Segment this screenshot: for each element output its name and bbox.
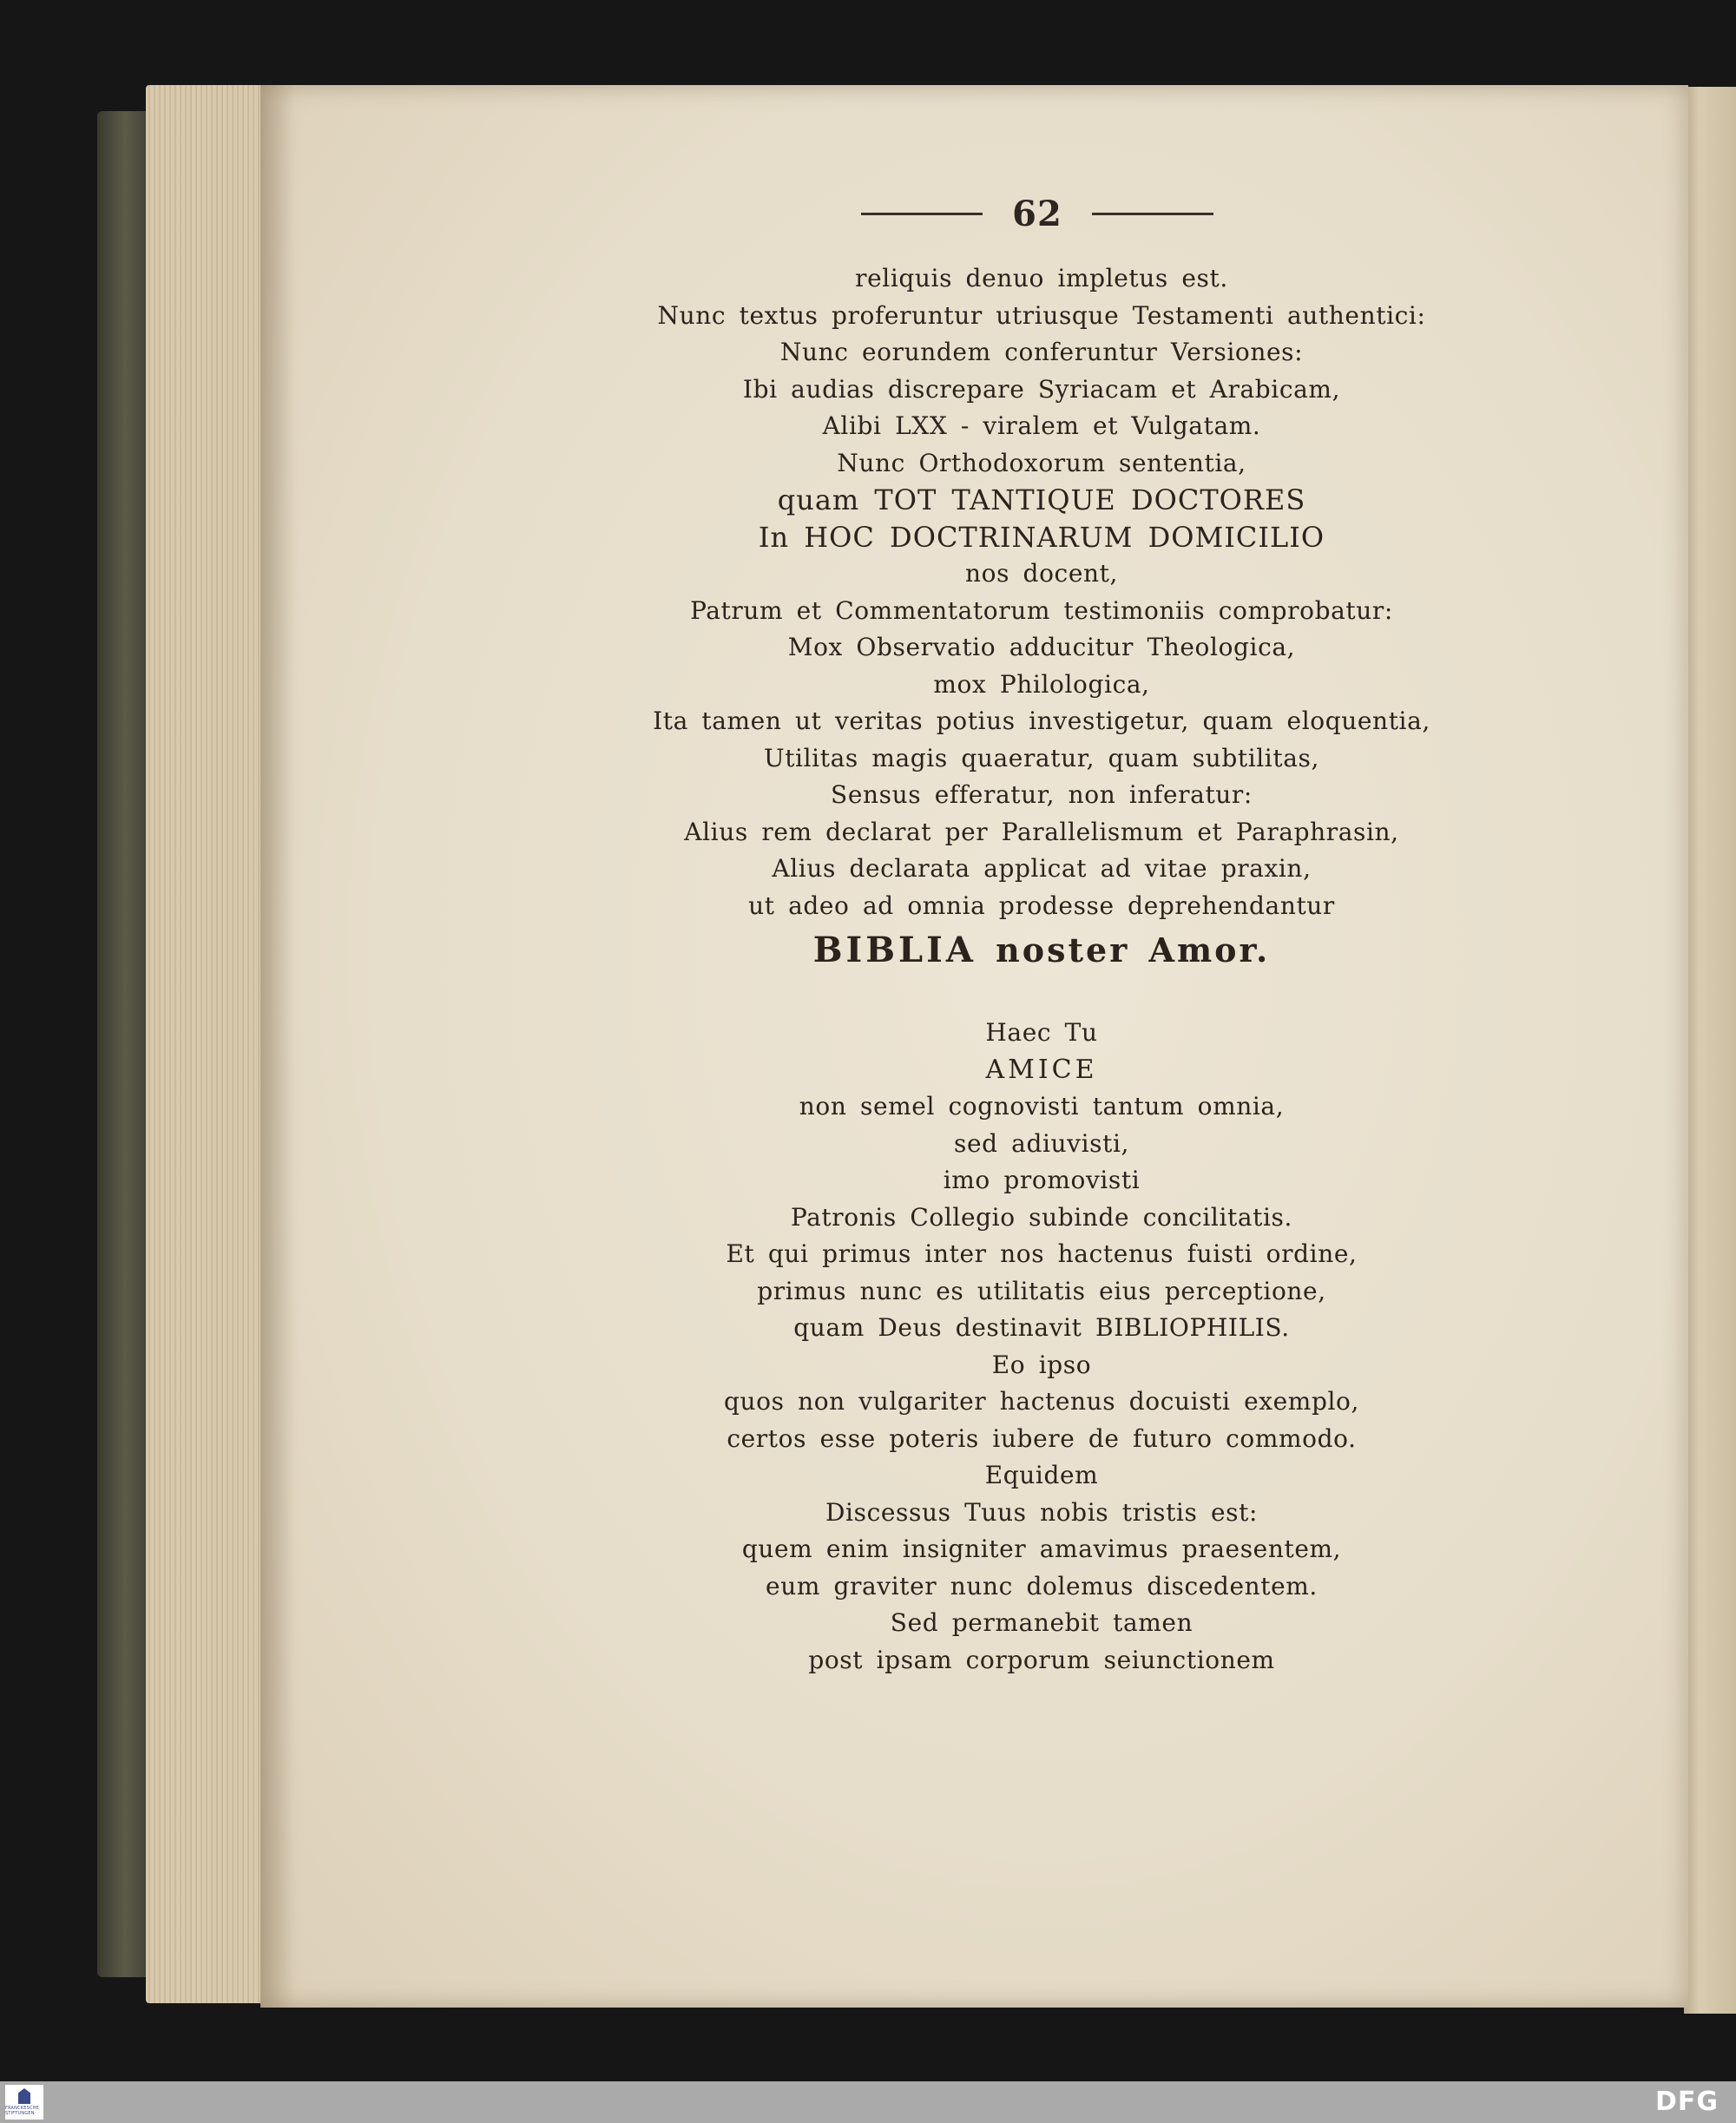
text-line: Sensus efferatur, non inferatur: [831,780,1253,809]
page-gutter-shadow [260,85,295,2008]
next-page-edge [1684,87,1736,2014]
page-text [608,260,1476,1679]
emphasis-line [813,928,1271,973]
emphasis-rest: noster Amor. [996,930,1271,969]
text-line: Utilitas magis quaeratur, quam subtilitas, [764,743,1319,772]
library-logo [5,2085,43,2120]
text-line: reliquis denuo impletus est. [855,264,1228,292]
text-line: Sed permanebit tamen [890,1608,1194,1637]
emphasis-word: BIBLIA [812,930,976,970]
text-line: In HOC DOCTRINARUM DOMICILIO [758,520,1325,554]
text-line: quam TOT TANTIQUE DOCTORES [777,483,1306,516]
text-line: Ita tamen ut veritas potius investigetur, quam eloquentia, [653,707,1430,735]
text-line: Nunc Orthodoxorum sententia, [837,448,1246,477]
library-logo-text: FRANCKESCHE STIFTUNGEN [5,2106,40,2116]
header-rule-right [1092,213,1213,215]
text-line: mox Philologica, [933,669,1150,699]
text-line: Patronis Collegio subinde concilitatis. [790,1202,1293,1232]
text-line: Nunc eorundem conferuntur Versiones: [779,338,1304,366]
header-rule-left [861,213,983,215]
viewer-footer-bar [0,2081,1736,2123]
text-line: sed adiuvisti, [953,1128,1130,1158]
text-line: Ibi audias discrepare Syriacam et Arabicam, [742,374,1341,404]
text-line: Haec Tu [985,1018,1098,1047]
text-line: non semel cognovisti tantum omnia, [799,1092,1285,1121]
text-line: Nunc textus proferuntur utriusque Testamenti authentici: [657,300,1426,330]
text-line: Alibi LXX - viralem et Vulgatam. [822,411,1261,440]
page-edges [146,85,276,2003]
text-line: Alius declarata applicat ad vitae praxin, [772,854,1312,883]
text-line: Mox Observatio adducitur Theologica, [787,633,1296,661]
text-line: Eo ipso [991,1350,1092,1379]
text-line: post ipsam corporum seiunctionem [808,1645,1275,1674]
dfg-logo: DFG [1654,2087,1719,2117]
building-icon [18,2088,30,2104]
text-line: nos docent, [965,559,1118,588]
text-line: certos esse poteris iubere de futuro commodo. [727,1423,1357,1453]
text-line: quos non vulgariter hactenus docuisti exemplo, [724,1387,1359,1416]
text-line: Alius rem declarat per Parallelismum et Paraphrasin, [684,817,1399,846]
page-number: 62 [1012,193,1062,234]
text-line: imo promovisti [943,1166,1141,1194]
text-line: quem enim insigniter amavimus praesentem, [741,1535,1342,1563]
text-line: ut adeo ad omnia prodesse deprehendantur [748,891,1335,920]
text-line: AMICE [985,1054,1098,1085]
text-line: Equidem [984,1461,1099,1489]
text-line: eum graviter nunc dolemus discedentem. [766,1571,1318,1600]
text-line: Discessus Tuus nobis tristis est: [825,1497,1258,1527]
text-line: Patrum et Commentatorum testimoniis comprobatur: [690,595,1393,625]
text-line: Et qui primus inter nos hactenus fuisti ordine, [726,1239,1358,1268]
page-header [851,189,1224,238]
text-line: quam Deus destinavit BIBLIOPHILIS. [793,1313,1290,1342]
text-line: primus nunc es utilitatis eius perceptione, [757,1276,1326,1305]
